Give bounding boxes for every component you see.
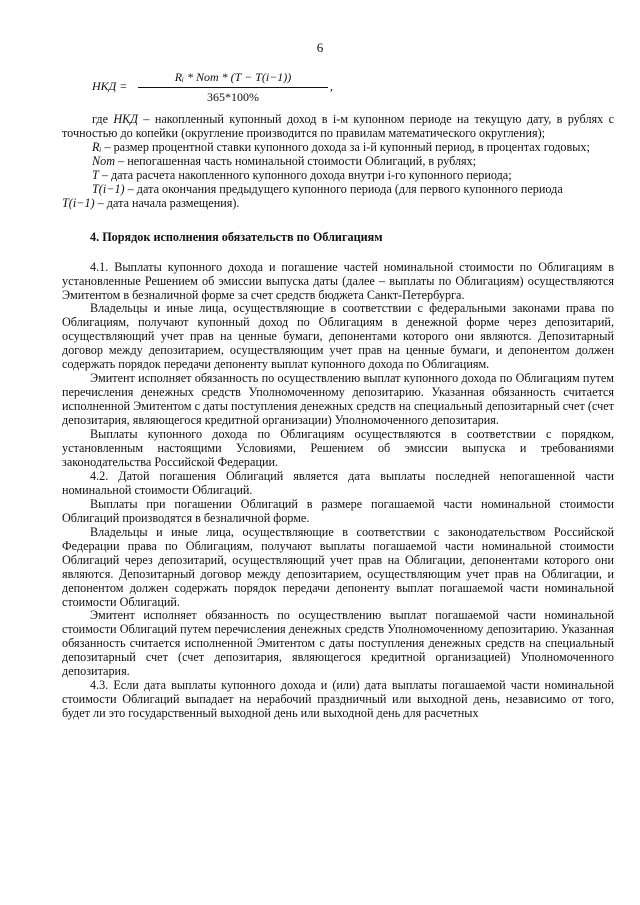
symbol-t: T <box>92 167 99 182</box>
formula-fraction <box>138 70 328 105</box>
formula-tail: , <box>330 79 333 93</box>
definition-nkd: где НКД – накопленный купонный доход в i-м купонном периоде на текущую дату, в рублях с точностью до копейки (округление производится по правилам математического округления); <box>62 112 615 140</box>
definition-tprev-cont: T(i−1) – дата начала размещения). <box>62 195 240 210</box>
definition-r: Rᵢ – размер процентной ставки купонного дохода за i-й купонный период, в процентах годовых; <box>92 139 590 154</box>
section-heading: 4. Порядок исполнения обязательств по Облигациям <box>90 229 383 244</box>
paragraph: Владельцы и иные лица, осуществляющие в соответствии с федеральными законами права по Облигациям, получают купонный доход по Облигациям в денежной форме через депозитарий, осуществляющий учет прав на ценные бумаги, депонентами которого они являются. Депозитарный договор между депозитарием, осуществляющим учет прав на ценные бумаги, и депонентом должен содержать порядок передачи депоненту выплат купонного дохода по Облигациям. <box>62 301 614 372</box>
formula-denominator: 365*100% <box>207 90 259 104</box>
formula-numerator: Rᵢ * Nom * (T − T(i−1)) <box>174 70 292 84</box>
symbol-tprev: T(i−1) <box>92 181 125 196</box>
definition-tprev: T(i−1) – дата окончания предыдущего купонного периода (для первого купонного периода <box>92 181 563 196</box>
symbol-tprev-2: T(i−1) <box>62 195 95 210</box>
paragraph: Выплаты при погашении Облигаций в размере погашаемой части номинальной стоимости Облигаций производятся в безналичной форме. <box>62 496 614 525</box>
document-body <box>62 113 614 721</box>
paragraph-4-3: 4.3. Если дата выплаты купонного дохода и (или) дата выплаты погашаемой части номинальной стоимости Облигаций выпадает на нерабочий праздничный или выходной день, независимо от того, будет ли это государственный выходной день или выходной день для расчетных <box>62 678 614 721</box>
definition-t: T – дата расчета накопленного купонного дохода внутри i-го купонного периода; <box>92 167 512 182</box>
paragraph-4-1: 4.1. Выплаты купонного дохода и погашение частей номинальной стоимости по Облигациям в установленные Решением об эмиссии выпуска даты (далее – выплаты по Облигациям) осуществляются Эмитентом в безналичной форме за счет средств бюджета Санкт-Петербурга. <box>62 259 614 302</box>
formula-lhs: НКД = <box>92 79 128 93</box>
fraction-bar <box>138 87 328 88</box>
paragraph: Выплаты купонного дохода по Облигациям осуществляются в соответствии с порядком, установленным настоящими Условиями, Решением об эмиссии выпуска и требованиями законодательства Российской Федерации. <box>62 427 614 469</box>
paragraph: Эмитент исполняет обязанность по осуществлению выплат купонного дохода по Облигациям путем перечисления денежных средств Уполномоченному депозитарию. Указанная обязанность считается исполненной Эмитентом с даты поступления денежных средств на специальный депозитарный счет (счет депозитария, являющегося кредитной организации) Уполномоченного депозитария. <box>62 371 614 428</box>
paragraph: Эмитент исполняет обязанность по осуществлению выплат погашаемой части номинальной стоимости Облигаций путем перечисления денежных средств Уполномоченному депозитарию. Указанная обязанность считается исполненной Эмитентом с даты поступления денежных средств на специальный депозитарный счет (счет депозитария, являющегося кредитной организацией) Уполномоченного депозитария. <box>62 608 614 679</box>
symbol-nkd: НКД <box>113 112 139 126</box>
symbol-nom: Nom <box>92 153 116 168</box>
symbol-r: Rᵢ <box>92 139 102 154</box>
page-number: 6 <box>316 40 324 55</box>
paragraph: Владельцы и иные лица, осуществляющие в соответствии с законодательством Российской Федерации права по Облигациям, получают выплаты погашаемой части номинальной стоимости Облигаций через депозитарий, осуществляющий учет прав на Облигации, депонентами которого они являются. Депозитарный договор между депозитарием, осуществляющим учет прав на Облигации, и депонентом должен содержать порядок передачи депоненту выплат погашаемой части номинальной стоимости Облигаций. <box>62 524 614 609</box>
paragraph-4-2: 4.2. Датой погашения Облигаций является дата выплаты последней непогашенной части номинальной стоимости Облигаций. <box>62 468 614 497</box>
definition-nom: Nom – непогашенная часть номинальной стоимости Облигаций, в рублях; <box>92 153 477 168</box>
